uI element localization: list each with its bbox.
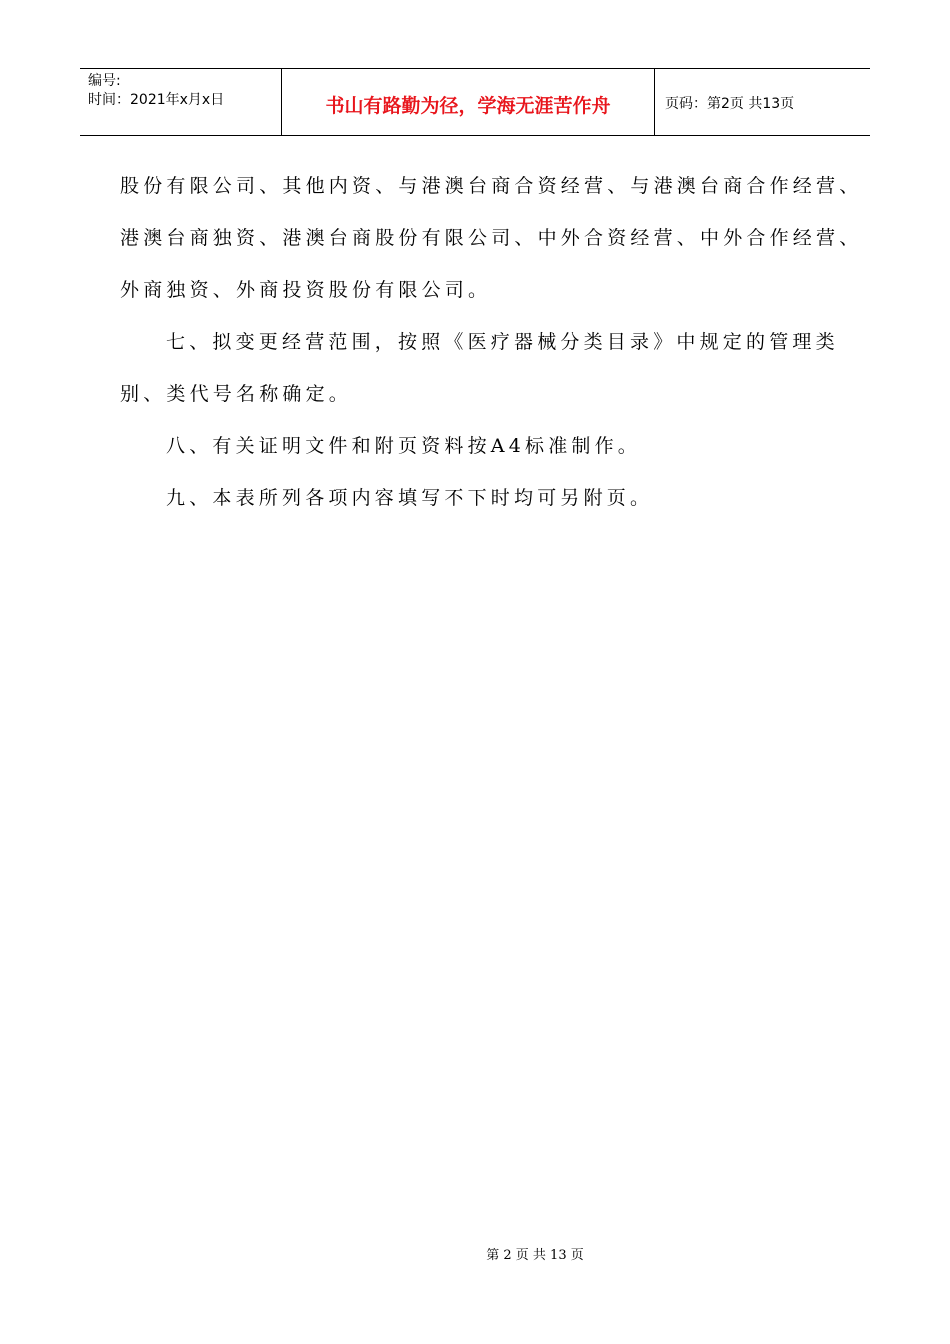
body-line-7: 九、本表所列各项内容填写不下时均可另附页。 [166, 487, 654, 509]
page-footer [0, 1244, 950, 1263]
body-line-2: 港澳台商独资、港澳台商股份有限公司、中外合资经营、中外合作经营、 [120, 227, 863, 249]
header-page-indicator: 页码：第2页 共13页 [665, 96, 795, 112]
body-line-5: 别、类代号名称确定。 [120, 383, 353, 405]
header-motto: 书山有路勤为径，学海无涯苦作舟 [325, 94, 611, 117]
body-line-6: 八、有关证明文件和附页资料按A4标准制作。 [166, 435, 642, 457]
header-meta-cell [80, 69, 282, 135]
header-motto-cell [282, 69, 655, 135]
footer-page-number: 第 2 页 共 13 页 [486, 1248, 584, 1263]
document-number-label: 编号: [88, 73, 121, 89]
header-page-cell [655, 69, 870, 135]
body-line-4: 七、拟变更经营范围，按照《医疗器械分类目录》中规定的管理类 [166, 331, 839, 353]
body-line-1: 股份有限公司、其他内资、与港澳台商合资经营、与港澳台商合作经营、 [120, 175, 863, 197]
body-text [120, 160, 863, 524]
body-line-3: 外商独资、外商投资股份有限公司。 [120, 279, 492, 301]
document-date: 时间：2021年x月x日 [88, 92, 225, 108]
page-header [80, 68, 870, 136]
